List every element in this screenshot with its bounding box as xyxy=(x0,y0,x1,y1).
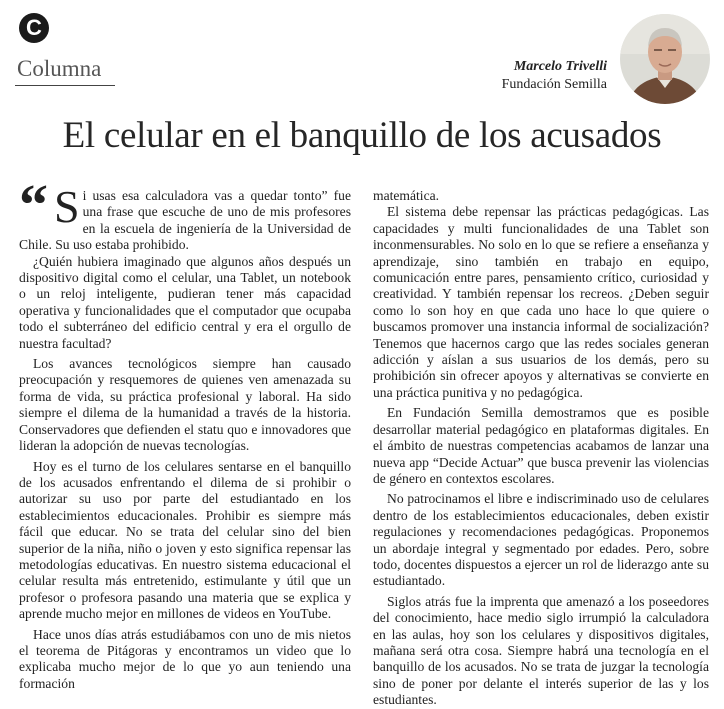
author-photo xyxy=(620,14,710,104)
quote-mark: “ xyxy=(19,172,48,237)
paragraph-7: En Fundación Semilla demostramos que es posible desarrollar material pedagógico en plataformas digitales. En el ámbito de nuestras competencias acabamos de lanzar una nueva app “Decide Actuar” que busca prevenir las violencias de género en contextos escolares. xyxy=(373,405,709,486)
paragraph-1 xyxy=(19,172,351,254)
section-label: Columna xyxy=(17,56,102,81)
paragraph-2: ¿Quién hubiera imaginado que algunos años después un dispositivo digital como el celular, una Tablet, un notebook o un reloj inteligente, pudieran tener más capacidad operativa y funcionalidades que el computador que ocupaba todo el subterráneo del edificio central y era el orgullo de nuestra facultad? xyxy=(19,253,351,351)
paragraph-9: Siglos atrás fue la imprenta que amenazó a los poseedores del conocimiento, hace medio siglo irrumpió la calculadora en las aulas, hoy son los celulares y dispositivos digitales, mañana será otra cosa. Siempre habrá una tecnología en el banquillo de los acusados. No se trata de juzgar la tecnología sino de poner por delante el interés superior de las y los estudiantes. xyxy=(373,593,709,708)
paragraph-3: Los avances tecnológicos siempre han causado preocupación y resquemores de quienes ven amenazada su forma de vida, su práctica profesional y laboral. Ha sido siempre el dilema de la humanidad a través de la historia. Conservadores que defienden el statu quo e innovadores que lideran la adopción de nuevas tecnologías. xyxy=(19,356,351,454)
paragraph-8: No patrocinamos el libre e indiscriminado uso de celulares dentro de los establecimientos educacionales, deben existir regulaciones y recomendaciones pedagógicas. Proponemos un abordaje integral y segmentado por edades. Pero, sobre todo, docentes dispuestos a ejercer un rol de liderazgo ante su estudiantado. xyxy=(373,491,709,589)
drop-cap: S xyxy=(54,181,80,232)
paragraph-5-continued: matemática. xyxy=(373,188,440,203)
author-organization: Fundación Semilla xyxy=(501,77,607,92)
paragraph-5: Hace unos días atrás estudiábamos con uno de mis nietos el teorema de Pitágoras y encontramos un video que lo explicaba mucho mejor de lo que yo aun teniendo una formación xyxy=(19,626,351,691)
column-badge-icon: C xyxy=(19,13,49,43)
author-name: Marcelo Trivelli xyxy=(513,59,607,74)
paragraph-6: El sistema debe repensar las prácticas pedagógicas. Las capacidades y multi funcionalidades de una Tablet son inconmensurables. No solo en lo que se refiere a enseñanza y aprendizaje, sino también en trabajo en equipo, comunicación entre pares, pensamiento crítico, curiosidad y creatividad. Y también repensar los recreos. ¿Deben seguir como lo son hoy en que cada uno hace lo que quiere o buscamos promover una instancia informal de socialización? Tenemos que hacernos cargo que las redes sociales generan adicción y aíslan a sus usuarios de los demás, pero su prohibición sin ofrecer apoyos y alternativas se convierte en una práctica punitiva y no pedagógica. xyxy=(373,204,709,400)
author-byline xyxy=(502,58,607,94)
paragraph-4: Hoy es el turno de los celulares sentarse en el banquillo de los acusados enfrentando el dilema de si prohibir o autorizar su uso por parte del estudiantado en los establecimientos educacionales. Prohibir es siempre más fácil que educar. No se trata del celular sino del bien superior de la niña, niño o joven y esto significa repensar las metodologías educativas. En nuestro sistema educacional el celular resulta más entretenido, estimulante y útil que un profesor o profesora pasando una materia que se explica y aprende mucho mejor en millones de videos en YouTube. xyxy=(19,458,351,622)
article-headline: El celular en el banquillo de los acusados xyxy=(62,115,662,156)
section-divider xyxy=(15,85,115,86)
article-column-right xyxy=(373,188,709,709)
article-column-left xyxy=(19,172,351,692)
paragraph-1-text: i usas esa calculadora vas a quedar tonto” fue una frase que escuche de uno de mis profesores en la escuela de ingeniería de la Universidad de Chile. Su uso estaba prohibido. xyxy=(19,188,351,253)
